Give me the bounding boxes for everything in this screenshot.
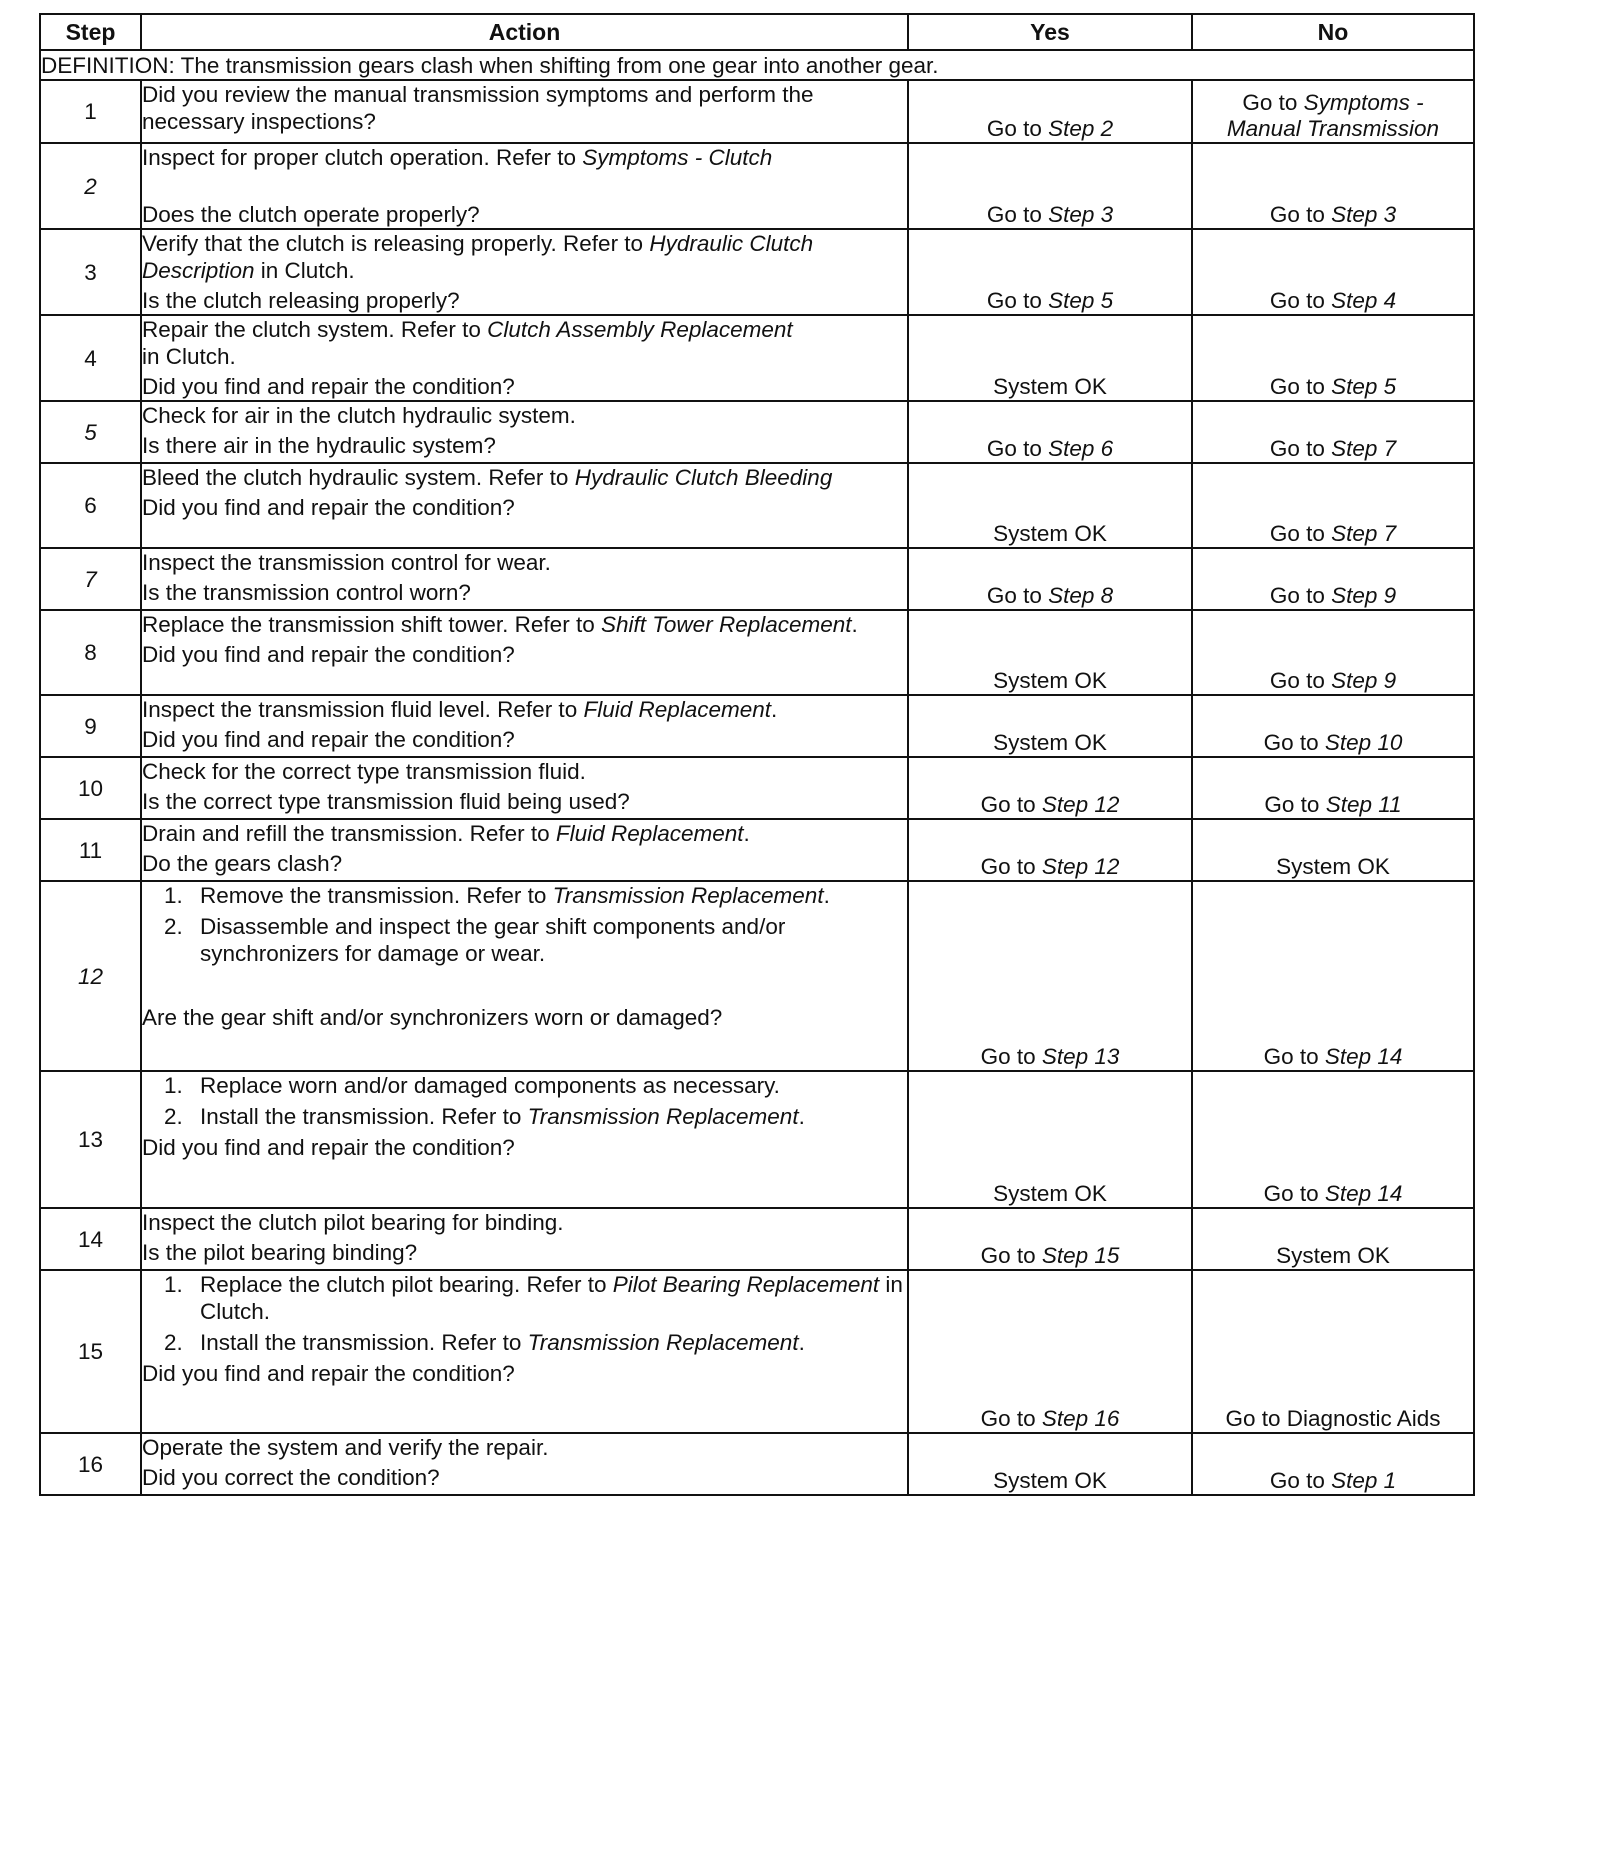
yes-cell: Go to Step 12 [908,819,1192,881]
action-cell [141,80,908,143]
action-question: Did you find and repair the condition? [142,374,515,399]
table-row [40,1433,1474,1495]
table-row [40,757,1474,819]
yes-cell: Go to Step 5 [908,229,1192,315]
diagnostic-table [39,13,1475,1496]
yes-cell: Go to Step 13 [908,881,1192,1071]
action-cell: Inspect the clutch pilot bearing for binding. Is the pilot bearing binding? [141,1208,908,1270]
step-link[interactable]: Step 1 [1331,1468,1397,1493]
reference-link[interactable]: Hydraulic Clutch Bleeding [574,465,833,490]
reference-link[interactable]: Shift Tower Replacement [600,612,852,637]
action-cell: Check for the correct type transmission fluid. Is the correct type transmission fluid being used? [141,757,908,819]
no-cell: Go to Step 14 [1192,881,1474,1071]
action-cell: Verify that the clutch is releasing properly. Refer to Hydraulic Clutch Description in Clutch. Is the clutch releasing properly? [141,229,908,315]
step-number: 2 [40,143,141,229]
yes-cell: System OK [908,315,1192,401]
step-number: 11 [40,819,141,881]
reference-link[interactable]: Clutch Assembly Replacement [487,317,793,342]
step-number: 9 [40,695,141,757]
reference-link[interactable]: Transmission Replacement [527,1330,799,1355]
step-link[interactable]: Step 3 [1048,202,1114,227]
sub-step: 2. Install the transmission. Refer to Transmission Replacement. [164,1104,805,1129]
action-question: Are the gear shift and/or synchronizers worn or damaged? [142,1005,723,1030]
yes-cell: System OK [908,695,1192,757]
step-number: 10 [40,757,141,819]
step-link[interactable]: Step 10 [1324,730,1403,755]
action-cell [141,881,908,1071]
no-cell: Go to Step 9 [1192,610,1474,695]
yes-cell: System OK [908,1071,1192,1208]
table-row [40,463,1474,548]
table-row [40,695,1474,757]
step-number: 3 [40,229,141,315]
action-question: Did you find and repair the condition? [142,642,515,667]
action-text: Did you review the manual transmission symptoms and perform the necessary inspections? [142,82,814,134]
step-number: 13 [40,1071,141,1208]
step-number: 16 [40,1433,141,1495]
no-cell: Go to Step 10 [1192,695,1474,757]
header-step: Step [40,14,141,50]
step-link[interactable]: Step 12 [1041,854,1120,879]
yes-cell: Go to Step 2 [908,80,1192,143]
no-cell: Go to Step 1 [1192,1433,1474,1495]
table-row [40,881,1474,1071]
step-link[interactable]: Step 8 [1048,583,1114,608]
table-row [40,1270,1474,1433]
symptoms-link[interactable]: Symptoms - [1303,90,1424,115]
step-link[interactable]: Step 5 [1048,288,1114,313]
step-number: 15 [40,1270,141,1433]
step-link[interactable]: Step 11 [1325,792,1402,817]
step-link[interactable]: Step 7 [1331,521,1397,546]
header-no: No [1192,14,1474,50]
no-cell: Go to Symptoms - Manual Transmission [1192,80,1474,143]
yes-cell: Go to Step 6 [908,401,1192,463]
step-link[interactable]: Step 12 [1041,792,1120,817]
yes-cell: Go to Step 3 [908,143,1192,229]
no-cell: System OK [1192,1208,1474,1270]
reference-link[interactable]: Symptoms - Clutch [582,145,773,170]
table-row [40,80,1474,143]
table-row [40,819,1474,881]
no-cell: Go to Step 14 [1192,1071,1474,1208]
action-question: Is the correct type transmission fluid being used? [142,789,630,814]
sub-step: 2. Install the transmission. Refer to Transmission Replacement. [164,1330,805,1355]
no-cell: Go to Step 7 [1192,463,1474,548]
step-link[interactable]: Step 7 [1331,436,1397,461]
table-row [40,401,1474,463]
yes-cell: Go to Step 8 [908,548,1192,610]
action-question: Is the clutch releasing properly? [142,288,460,313]
sub-step-list [142,882,907,967]
table-row [40,143,1474,229]
action-cell: Repair the clutch system. Refer to Clutch Assembly Replacement in Clutch. Did you find and repair the condition? [141,315,908,401]
action-question: Did you find and repair the condition? [142,727,515,752]
step-link[interactable]: Step 14 [1324,1044,1403,1069]
sub-step: 1. Replace worn and/or damaged components as necessary. [164,1073,780,1098]
no-cell: Go to Step 9 [1192,548,1474,610]
definition-text: DEFINITION: The transmission gears clash when shifting from one gear into another gear. [40,50,1474,80]
sub-step: 2. Disassemble and inspect the gear shift components and/or synchronizers for damage or wear. [164,914,786,966]
action-cell [141,1071,908,1208]
action-question: Did you find and repair the condition? [142,1361,515,1386]
header-yes: Yes [908,14,1192,50]
action-question: Do the gears clash? [142,851,343,876]
action-question: Does the clutch operate properly? [142,202,480,227]
yes-cell: Go to Step 16 [908,1270,1192,1433]
table-row [40,229,1474,315]
yes-cell: System OK [908,610,1192,695]
sub-step-list [142,1072,907,1130]
no-cell: Go to Step 5 [1192,315,1474,401]
sub-step-list [142,1271,907,1356]
reference-link[interactable]: Fluid Replacement [555,821,744,846]
reference-link[interactable]: Fluid Replacement [583,697,772,722]
step-number: 1 [40,80,141,143]
no-cell: Go to Step 7 [1192,401,1474,463]
step-number: 4 [40,315,141,401]
reference-link[interactable]: Transmission Replacement [527,1104,799,1129]
step-link[interactable]: Step 5 [1331,374,1397,399]
header-row [40,14,1474,50]
step-link[interactable]: Step 2 [1048,116,1114,141]
step-number: 12 [40,881,141,1071]
step-number: 6 [40,463,141,548]
reference-link[interactable]: Transmission Replacement [552,883,824,908]
yes-cell: System OK [908,463,1192,548]
action-question: Did you correct the condition? [142,1465,440,1490]
step-link[interactable]: Step 15 [1041,1243,1120,1268]
no-cell: Go to Step 3 [1192,143,1474,229]
table-row [40,548,1474,610]
yes-cell: Go to Step 15 [908,1208,1192,1270]
action-cell: Inspect for proper clutch operation. Refer to Symptoms - Clutch Does the clutch operate properly? [141,143,908,229]
action-question: Is the transmission control worn? [142,580,471,605]
table-row [40,1071,1474,1208]
sub-step: 1. Replace the clutch pilot bearing. Refer to Pilot Bearing Replacement in Clutch. [164,1272,903,1324]
step-link[interactable]: Step 13 [1041,1044,1120,1069]
action-question: Did you find and repair the condition? [142,1135,515,1160]
action-cell: Check for air in the clutch hydraulic system. Is there air in the hydraulic system? [141,401,908,463]
action-cell: Inspect the transmission fluid level. Refer to Fluid Replacement. Did you find and repair the condition? [141,695,908,757]
action-cell: Replace the transmission shift tower. Refer to Shift Tower Replacement. Did you find and repair the condition? [141,610,908,695]
header-action: Action [141,14,908,50]
action-question: Did you find and repair the condition? [142,495,515,520]
no-cell: Go to Step 4 [1192,229,1474,315]
action-cell: Bleed the clutch hydraulic system. Refer to Hydraulic Clutch Bleeding Did you find and repair the condition? [141,463,908,548]
action-cell: Operate the system and verify the repair. Did you correct the condition? [141,1433,908,1495]
step-link[interactable]: Step 6 [1048,436,1114,461]
step-number: 8 [40,610,141,695]
sub-step: 1. Remove the transmission. Refer to Transmission Replacement. [164,883,830,908]
action-question: Is the pilot bearing binding? [142,1240,418,1265]
table-row [40,1208,1474,1270]
reference-link[interactable]: Hydraulic Clutch Description [142,231,814,283]
table-row [40,315,1474,401]
step-number: 14 [40,1208,141,1270]
step-link[interactable]: Step 3 [1331,202,1397,227]
action-cell [141,1270,908,1433]
no-cell: System OK [1192,819,1474,881]
table-row [40,610,1474,695]
reference-link[interactable]: Pilot Bearing Replacement [612,1272,880,1297]
step-link[interactable]: Step 9 [1331,668,1397,693]
step-number: 7 [40,548,141,610]
no-cell: Go to Step 11 [1192,757,1474,819]
yes-cell: Go to Step 12 [908,757,1192,819]
step-number: 5 [40,401,141,463]
yes-cell: System OK [908,1433,1192,1495]
diagnostic-aids-link[interactable]: Go to Diagnostic Aids [1225,1406,1441,1431]
action-question: Is there air in the hydraulic system? [142,433,496,458]
step-link[interactable]: Step 16 [1041,1406,1120,1431]
symptoms-link-line2[interactable]: Manual Transmission [1226,116,1440,141]
action-cell: Inspect the transmission control for wear. Is the transmission control worn? [141,548,908,610]
step-link[interactable]: Step 14 [1324,1181,1403,1206]
action-cell: Drain and refill the transmission. Refer to Fluid Replacement. Do the gears clash? [141,819,908,881]
step-link[interactable]: Step 9 [1331,583,1397,608]
no-cell [1192,1270,1474,1433]
definition-row [40,50,1474,80]
step-link[interactable]: Step 4 [1331,288,1397,313]
